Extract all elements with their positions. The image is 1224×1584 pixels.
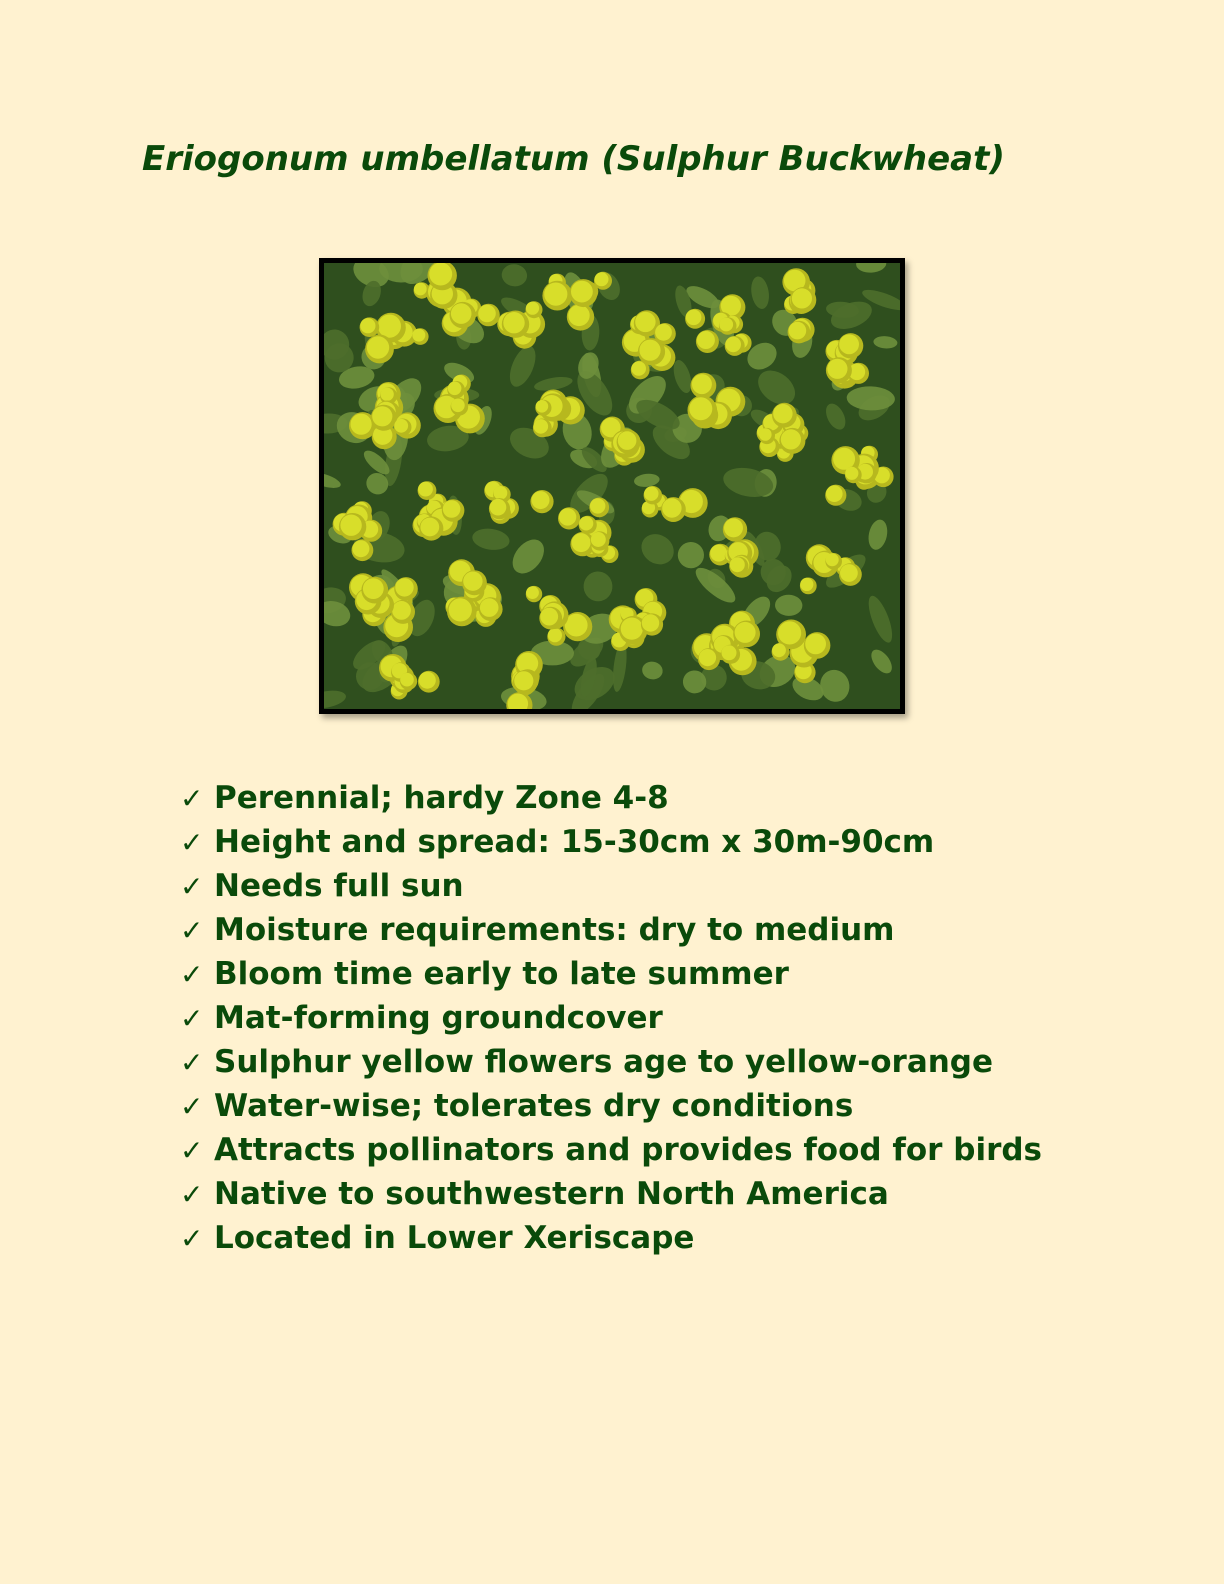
fact-text: Moisture requirements: dry to medium: [214, 912, 895, 948]
fact-text: Sulphur yellow flowers age to yellow-orange: [214, 1044, 994, 1080]
checkmark-icon: ✓: [180, 914, 204, 947]
list-item: [180, 1172, 1180, 1216]
list-item: [180, 1216, 1180, 1260]
checkmark-icon: ✓: [180, 958, 204, 991]
checkmark-icon: ✓: [180, 870, 204, 903]
list-item: [180, 820, 1180, 864]
list-item: [180, 864, 1180, 908]
plant-photo: [319, 258, 905, 714]
fact-text: Attracts pollinators and provides food for birds: [214, 1132, 1042, 1168]
list-item: [180, 952, 1180, 996]
list-item: [180, 996, 1180, 1040]
fact-text: Water-wise; tolerates dry conditions: [214, 1088, 854, 1124]
sulphur-buckwheat-photo: [324, 263, 900, 709]
checkmark-icon: ✓: [180, 782, 204, 815]
fact-text: Native to southwestern North America: [214, 1176, 889, 1212]
checkmark-icon: ✓: [180, 1178, 204, 1211]
fact-text: Height and spread: 15-30cm x 30m-90cm: [214, 824, 935, 860]
fact-text: Mat-forming groundcover: [214, 1000, 663, 1036]
checkmark-icon: ✓: [180, 1222, 204, 1255]
checkmark-icon: ✓: [180, 826, 204, 859]
checkmark-icon: ✓: [180, 1046, 204, 1079]
list-item: [180, 776, 1180, 820]
fact-text: Located in Lower Xeriscape: [214, 1220, 695, 1256]
list-item: [180, 908, 1180, 952]
checkmark-icon: ✓: [180, 1134, 204, 1167]
list-item: [180, 1084, 1180, 1128]
fact-text: Perennial; hardy Zone 4-8: [214, 780, 669, 816]
fact-text: Needs full sun: [214, 868, 464, 904]
page-title: Eriogonum umbellatum (Sulphur Buckwheat): [142, 139, 1005, 179]
checkmark-icon: ✓: [180, 1090, 204, 1123]
list-item: [180, 1040, 1180, 1084]
checkmark-icon: ✓: [180, 1002, 204, 1035]
plant-facts-list: [180, 776, 1180, 1260]
fact-text: Bloom time early to late summer: [214, 956, 789, 992]
list-item: [180, 1128, 1180, 1172]
